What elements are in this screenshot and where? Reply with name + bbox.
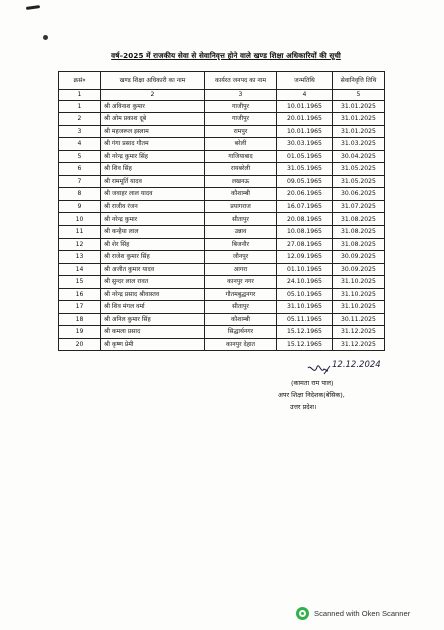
cell-serial: 15 xyxy=(59,276,101,289)
cell-retirement-date: 31.05.2025 xyxy=(333,163,385,176)
cell-dob: 05.11.1965 xyxy=(277,313,333,326)
cell-officer-name: श्री सुन्दर लाल रावत xyxy=(101,276,205,289)
table-row xyxy=(59,263,385,276)
table-row xyxy=(59,100,385,113)
cell-retirement-date: 31.08.2025 xyxy=(333,213,385,226)
cell-district: लखनऊ xyxy=(205,175,277,188)
cell-retirement-date: 31.10.2025 xyxy=(333,288,385,301)
cell-dob: 10.08.1965 xyxy=(277,225,333,238)
cell-dob: 31.10.1965 xyxy=(277,301,333,314)
cell-dob: 10.01.1965 xyxy=(277,125,333,138)
cell-dob: 15.12.1965 xyxy=(277,338,333,351)
cell-officer-name: श्री कमला प्रसाद xyxy=(101,326,205,339)
cell-officer-name: श्री जवाहर लाल यादव xyxy=(101,188,205,201)
cell-retirement-date: 30.09.2025 xyxy=(333,251,385,264)
cell-retirement-date: 30.11.2025 xyxy=(333,313,385,326)
cell-officer-name: श्री गंगा प्रसाद गौतम xyxy=(101,138,205,151)
table-row xyxy=(59,125,385,138)
cell-serial: 5 xyxy=(59,150,101,163)
cell-retirement-date: 31.08.2025 xyxy=(333,225,385,238)
cell-dob: 31.05.1965 xyxy=(277,163,333,176)
column-number-row xyxy=(59,90,385,101)
cell-officer-name: श्री महजरूल इस्लाम xyxy=(101,125,205,138)
table-row xyxy=(59,213,385,226)
cell-district: कौशाम्बी xyxy=(205,313,277,326)
header-officer-name: खण्ड शिक्षा अधिकारी का नाम xyxy=(101,72,205,90)
cell-retirement-date: 30.09.2025 xyxy=(333,263,385,276)
signatory-state: उत्तर प्रदेश। xyxy=(290,403,317,411)
cell-retirement-date: 31.08.2025 xyxy=(333,238,385,251)
cell-serial: 14 xyxy=(59,263,101,276)
header-retirement-date: सेवानिवृत्ति तिथि xyxy=(333,72,385,90)
table-row xyxy=(59,113,385,126)
table-row xyxy=(59,138,385,151)
scanner-text: Scanned with Oken Scanner xyxy=(314,609,411,618)
table-row xyxy=(59,200,385,213)
cell-retirement-date: 30.06.2025 xyxy=(333,188,385,201)
cell-officer-name: श्री राजीव रंजन xyxy=(101,200,205,213)
table-row xyxy=(59,225,385,238)
scan-dot xyxy=(43,35,48,40)
cell-serial: 6 xyxy=(59,163,101,176)
column-number: 5 xyxy=(333,90,385,101)
cell-district: रायबरेली xyxy=(205,163,277,176)
cell-dob: 09.05.1965 xyxy=(277,175,333,188)
cell-district: सीतापुर xyxy=(205,301,277,314)
cell-officer-name: श्री शिव सिंह xyxy=(101,163,205,176)
cell-serial: 4 xyxy=(59,138,101,151)
column-number: 4 xyxy=(277,90,333,101)
cell-dob: 01.05.1965 xyxy=(277,150,333,163)
cell-district: कानपुर नगर xyxy=(205,276,277,289)
cell-district: प्रयागराज xyxy=(205,200,277,213)
cell-dob: 15.12.1965 xyxy=(277,326,333,339)
cell-officer-name: श्री अजीत कुमार यादव xyxy=(101,263,205,276)
cell-retirement-date: 31.10.2025 xyxy=(333,301,385,314)
cell-district: बिजनौर xyxy=(205,238,277,251)
scan-mark xyxy=(26,5,40,10)
cell-officer-name: श्री राजेश कुमार सिंह xyxy=(101,251,205,264)
cell-district: गाजियाबाद xyxy=(205,150,277,163)
header-dob: जन्मतिथि xyxy=(277,72,333,90)
table-row xyxy=(59,175,385,188)
cell-officer-name: श्री नरेन्द्र प्रसाद श्रीवास्तव xyxy=(101,288,205,301)
cell-dob: 05.10.1965 xyxy=(277,288,333,301)
cell-serial: 20 xyxy=(59,338,101,351)
officers-table xyxy=(58,71,385,351)
cell-dob: 30.03.1965 xyxy=(277,138,333,151)
cell-serial: 16 xyxy=(59,288,101,301)
cell-serial: 18 xyxy=(59,313,101,326)
column-number: 2 xyxy=(101,90,205,101)
cell-district: गाजीपुर xyxy=(205,113,277,126)
cell-serial: 13 xyxy=(59,251,101,264)
cell-dob: 20.08.1965 xyxy=(277,213,333,226)
cell-retirement-date: 31.01.2025 xyxy=(333,100,385,113)
header-serial: क्रसं० xyxy=(59,72,101,90)
table-row xyxy=(59,238,385,251)
cell-serial: 7 xyxy=(59,175,101,188)
signatory-name: (कामता राम पाल) xyxy=(291,379,334,387)
cell-serial: 8 xyxy=(59,188,101,201)
table-row xyxy=(59,338,385,351)
cell-dob: 01.10.1965 xyxy=(277,263,333,276)
cell-officer-name: श्री राममूर्ति यादव xyxy=(101,175,205,188)
cell-serial: 2 xyxy=(59,113,101,126)
cell-officer-name: श्री कृष्ण प्रेमी xyxy=(101,338,205,351)
cell-officer-name: श्री नरेन्द्र कुमार सिंह xyxy=(101,150,205,163)
cell-district: सिद्धार्थनगर xyxy=(205,326,277,339)
cell-retirement-date: 31.10.2025 xyxy=(333,276,385,289)
cell-officer-name: श्री शिव मंगल वर्मा xyxy=(101,301,205,314)
cell-officer-name: श्री ओम प्रकाश दूबे xyxy=(101,113,205,126)
scanner-footer xyxy=(296,607,410,620)
cell-district: कौशाम्बी xyxy=(205,188,277,201)
cell-serial: 17 xyxy=(59,301,101,314)
cell-officer-name: श्री कन्हैया लाल xyxy=(101,225,205,238)
signatory-designation: अपर शिक्षा निदेशक(बेसिक), xyxy=(278,391,345,399)
cell-dob: 10.01.1965 xyxy=(277,100,333,113)
column-number: 3 xyxy=(205,90,277,101)
cell-dob: 20.06.1965 xyxy=(277,188,333,201)
table-row xyxy=(59,163,385,176)
cell-district: जौनपुर xyxy=(205,251,277,264)
cell-retirement-date: 31.01.2025 xyxy=(333,125,385,138)
table-row xyxy=(59,288,385,301)
table-row xyxy=(59,188,385,201)
cell-dob: 12.09.1965 xyxy=(277,251,333,264)
cell-serial: 1 xyxy=(59,100,101,113)
table-header-row xyxy=(59,72,385,90)
cell-district: रामपुर xyxy=(205,125,277,138)
cell-serial: 11 xyxy=(59,225,101,238)
table-row xyxy=(59,251,385,264)
cell-district: सीतापुर xyxy=(205,213,277,226)
cell-district: कानपुर देहात xyxy=(205,338,277,351)
cell-retirement-date: 30.04.2025 xyxy=(333,150,385,163)
cell-serial: 10 xyxy=(59,213,101,226)
table-row xyxy=(59,313,385,326)
cell-serial: 19 xyxy=(59,326,101,339)
cell-retirement-date: 31.12.2025 xyxy=(333,338,385,351)
cell-dob: 20.01.1965 xyxy=(277,113,333,126)
table-row xyxy=(59,150,385,163)
cell-officer-name: श्री अविनाश कुमार xyxy=(101,100,205,113)
document-title: वर्ष–2025 में राजकीय सेवा से सेवानिवृत्त होने वाले खण्ड शिक्षा अधिकारियों की सूची xyxy=(111,51,341,60)
cell-district: उन्नाव xyxy=(205,225,277,238)
cell-district: गौतमबुद्धनगर xyxy=(205,288,277,301)
cell-retirement-date: 31.01.2025 xyxy=(333,113,385,126)
table-row xyxy=(59,326,385,339)
scanner-logo-icon xyxy=(296,607,309,620)
cell-retirement-date: 31.05.2025 xyxy=(333,175,385,188)
column-number: 1 xyxy=(59,90,101,101)
table-row xyxy=(59,276,385,289)
cell-district: बरेली xyxy=(205,138,277,151)
cell-district: आगरा xyxy=(205,263,277,276)
cell-officer-name: श्री अनिल कुमार सिंह xyxy=(101,313,205,326)
signature-date: 12.12.2024 xyxy=(332,360,381,370)
cell-district: गाजीपुर xyxy=(205,100,277,113)
cell-retirement-date: 31.07.2025 xyxy=(333,200,385,213)
header-district: कार्यरत जनपद का नाम xyxy=(205,72,277,90)
cell-serial: 9 xyxy=(59,200,101,213)
cell-dob: 24.10.1965 xyxy=(277,276,333,289)
cell-serial: 12 xyxy=(59,238,101,251)
cell-officer-name: श्री नरेन्द्र कुमार xyxy=(101,213,205,226)
table-row xyxy=(59,301,385,314)
cell-serial: 3 xyxy=(59,125,101,138)
cell-dob: 16.07.1965 xyxy=(277,200,333,213)
cell-officer-name: श्री शेर सिंह xyxy=(101,238,205,251)
cell-dob: 27.08.1965 xyxy=(277,238,333,251)
cell-retirement-date: 31.12.2025 xyxy=(333,326,385,339)
cell-retirement-date: 31.03.2025 xyxy=(333,138,385,151)
